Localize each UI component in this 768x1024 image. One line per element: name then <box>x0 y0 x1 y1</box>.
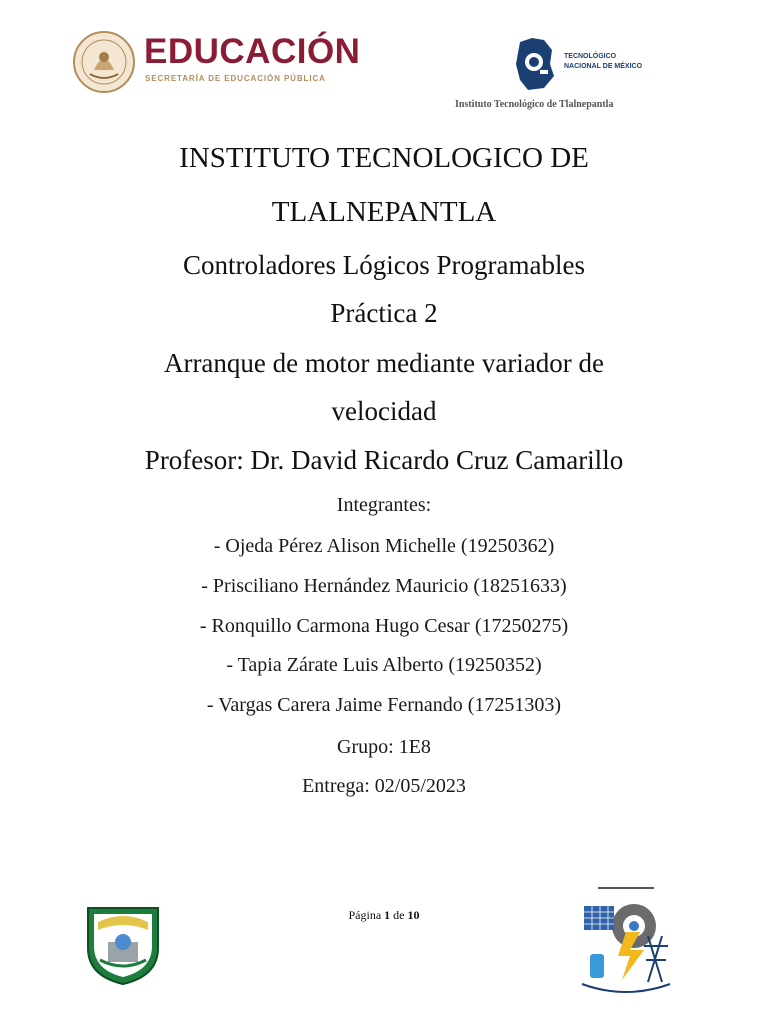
member-item: - Vargas Carera Jaime Fernando (17251303) <box>206 694 562 716</box>
tecnm-wordmark <box>564 52 642 72</box>
member-item: - Ronquillo Carmona Hugo Cesar (17250275) <box>199 615 569 637</box>
sep-logo <box>72 28 372 98</box>
subject-title: Controladores Lógicos Programables <box>183 250 585 280</box>
title-line-1: INSTITUTO TECNOLOGICO DE <box>179 142 589 174</box>
sep-wordmark: EDUCACIÓN <box>144 32 361 71</box>
electrical-engineering-logo-icon <box>578 884 674 998</box>
page-word: Página <box>348 908 382 922</box>
member-item: - Tapia Zárate Luis Alberto (19250352) <box>226 654 542 676</box>
tecnm-line-1: TECNOLÓGICO <box>564 53 617 60</box>
sep-subtitle: SECRETARÍA DE EDUCACIÓN PÚBLICA <box>145 74 326 83</box>
page-current: 1 <box>384 908 391 922</box>
topic-line-1: Arranque de motor mediante variador de <box>163 348 605 378</box>
title-line-2: TLALNEPANTLA <box>271 196 497 228</box>
members-heading: Integrantes: <box>336 494 432 516</box>
page-total: 10 <box>407 908 420 922</box>
topic-line-2: velocidad <box>331 396 437 426</box>
institute-header-text: Instituto Tecnológico de Tlalnepantla <box>455 99 614 110</box>
professor-line: Profesor: Dr. David Ricardo Cruz Camarillo <box>144 445 624 475</box>
delivery-line: Entrega: 02/05/2023 <box>302 775 466 797</box>
page-of: de <box>393 908 405 922</box>
member-item: - Ojeda Pérez Alison Michelle (19250362) <box>213 535 555 557</box>
tecnm-line-2: NACIONAL DE MÉXICO <box>564 63 643 70</box>
tecnm-logo <box>514 36 654 94</box>
member-item: - Prisciliano Hernández Mauricio (18251633) <box>201 575 567 597</box>
gear-head-icon <box>514 36 556 92</box>
practice-title: Práctica 2 <box>330 298 438 328</box>
group-line: Grupo: 1E8 <box>337 736 431 758</box>
mexico-seal-icon <box>72 30 136 94</box>
